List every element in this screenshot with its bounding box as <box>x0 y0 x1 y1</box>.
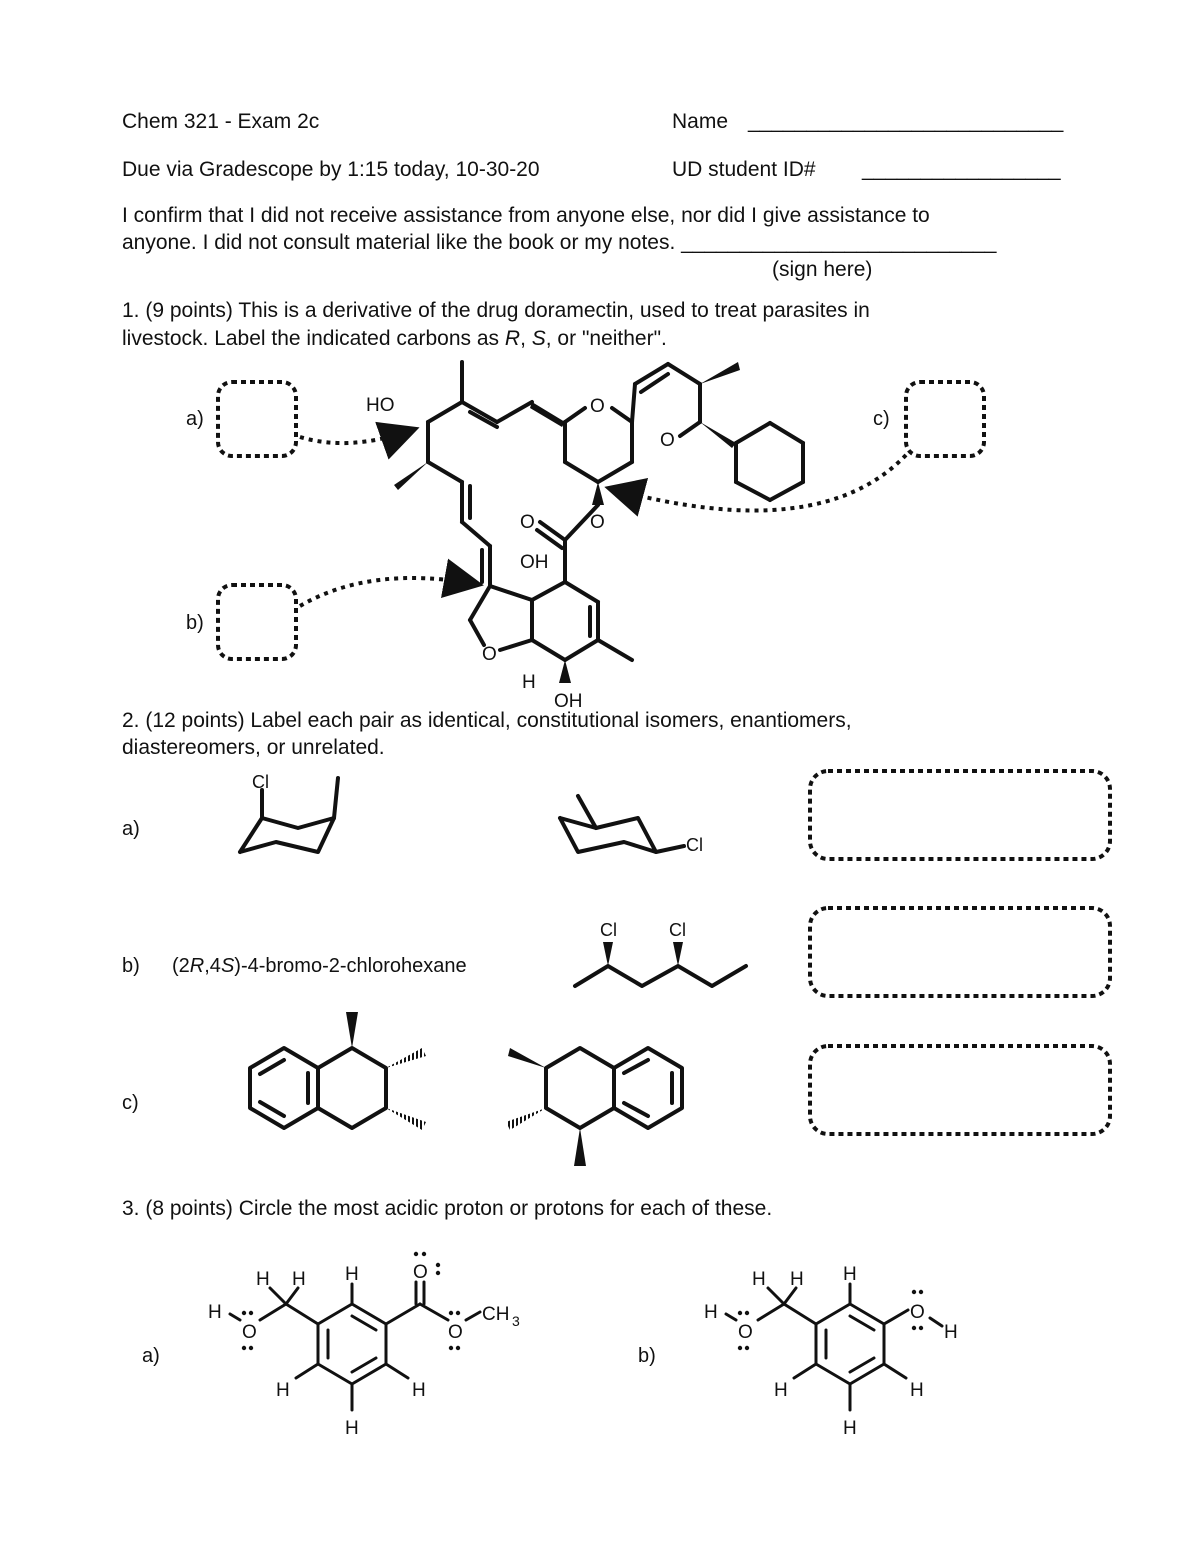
q3b-h1: H <box>752 1269 766 1290</box>
q1-wedge-oh <box>559 660 571 683</box>
q1-label-c: c) <box>873 408 890 430</box>
q3a-h5: H <box>412 1380 426 1401</box>
q3-label-a: a) <box>142 1345 160 1367</box>
q1-atom-oh-top: OH <box>520 552 549 573</box>
student-id-field[interactable]: _________________ <box>862 158 1061 181</box>
q3a-o-ester: O <box>448 1322 463 1343</box>
q1-arrow-c <box>612 455 906 510</box>
q1-atom-ho: HO <box>366 395 395 416</box>
q2b-cl-2: Cl <box>669 920 686 940</box>
q2b-r: R <box>189 955 205 977</box>
q1-comma: , <box>520 327 532 350</box>
q1-wedge-ring <box>530 402 565 427</box>
q2b-pre: (2 <box>172 955 190 977</box>
sign-here: (sign here) <box>772 258 873 281</box>
confirm-line-2[interactable]: anyone. I did not consult material like the book or my notes. ___________________________ <box>122 231 997 254</box>
q1-arrow-a <box>300 430 412 443</box>
q1-line2-end: , or "neither". <box>545 327 667 350</box>
q1-atom-o-ester: O <box>590 512 605 533</box>
q1-atom-oh-bottom: OH <box>554 691 583 712</box>
confirm-line-1: I confirm that I did not receive assistance from anyone else, nor did I give assistance to <box>122 204 930 227</box>
q1-label-b: b) <box>186 612 204 634</box>
q3b-o-hydroxyl: O <box>738 1322 753 1343</box>
q2-label-b: b) <box>122 955 140 977</box>
q3a-o-carbonyl: O <box>413 1262 428 1283</box>
q1-s: S <box>531 327 546 350</box>
q3b-h3: H <box>843 1264 857 1285</box>
q1-line-1: 1. (9 points) This is a derivative of the drug doramectin, used to treat parasites in <box>122 299 870 322</box>
q1-atom-o-carbonyl: O <box>520 512 535 533</box>
q3b-h-oh: H <box>704 1302 718 1323</box>
q1-wedge-methyl <box>700 362 740 384</box>
q3-line-1: 3. (8 points) Circle the most acidic proton or protons for each of these. <box>122 1197 773 1220</box>
q1-atom-o-ring: O <box>590 396 605 417</box>
q2a-cl-2: Cl <box>686 835 703 855</box>
q1-atom-o-furan: O <box>482 644 497 665</box>
q3a-h3: H <box>345 1264 359 1285</box>
q1-r: R <box>504 327 521 350</box>
q2b-skeleton <box>575 966 746 986</box>
q1-wedge-cyclohexyl <box>700 422 736 448</box>
q2a-chairs <box>240 778 684 852</box>
q1-arrow-b <box>300 578 476 606</box>
due-text: Due via Gradescope by 1:15 today, 10-30-20 <box>122 158 540 181</box>
q1-answer-box-c[interactable] <box>906 382 984 456</box>
q2c-right-wedge-1 <box>508 1048 546 1068</box>
q2c-left-wedge <box>346 1012 358 1048</box>
q3b-h2: H <box>790 1269 804 1290</box>
q2b-s: S <box>220 955 235 977</box>
q2c-left-hash-1 <box>386 1048 426 1068</box>
q1-wedge-ester-o <box>592 482 604 505</box>
student-id-label: UD student ID# <box>672 158 816 181</box>
q2b-post: )-4-bromo-2-chlorohexane <box>234 955 467 977</box>
q3a-h4: H <box>276 1380 290 1401</box>
q1-answer-box-a[interactable] <box>218 382 296 456</box>
q3b-lone-pairs <box>738 1290 923 1350</box>
q3-label-b: b) <box>638 1345 656 1367</box>
q1-hash-methyl <box>394 462 428 490</box>
q2b-wedge-2 <box>673 942 683 966</box>
q2c-right-wedge-2 <box>574 1128 586 1166</box>
q3b-h-phenol: H <box>944 1322 958 1343</box>
q3a-three: 3 <box>512 1313 520 1329</box>
q1-answer-box-b[interactable] <box>218 585 296 659</box>
course-title: Chem 321 - Exam 2c <box>122 110 320 133</box>
q1-atom-h: H <box>522 672 536 693</box>
q1-line2-text: livestock. Label the indicated carbons as <box>122 327 505 350</box>
q3b-h4: H <box>774 1380 788 1401</box>
q2-answer-box-a[interactable] <box>810 771 1110 859</box>
q3a-o-hydroxyl: O <box>242 1322 257 1343</box>
name-field[interactable]: ___________________________ <box>748 110 1064 133</box>
q2-line-2: diastereomers, or unrelated. <box>122 736 385 759</box>
q2-line-1: 2. (12 points) Label each pair as identical, constitutional isomers, enantiomers, <box>122 709 852 732</box>
q2a-cl-1: Cl <box>252 772 269 792</box>
q3a-molecule <box>230 1282 480 1410</box>
q3b-h5: H <box>910 1380 924 1401</box>
q2b-cl-1: Cl <box>600 920 617 940</box>
q2b-wedge-1 <box>603 942 613 966</box>
q3a-h2: H <box>292 1269 306 1290</box>
q1-label-a: a) <box>186 408 204 430</box>
q2-label-c: c) <box>122 1092 139 1114</box>
q3a-h6: H <box>345 1418 359 1439</box>
q2c-right-hash <box>506 1108 546 1130</box>
q2c-left <box>250 1048 386 1128</box>
q2-answer-box-b[interactable] <box>810 908 1110 996</box>
name-label: Name <box>672 110 729 133</box>
q3a-ch: CH <box>482 1304 510 1325</box>
q2c-right <box>546 1048 682 1128</box>
q2c-left-hash-2 <box>386 1108 426 1130</box>
q3a-h1: H <box>256 1269 270 1290</box>
q3a-atoms <box>208 1262 520 1439</box>
q3a-h-oh: H <box>208 1302 222 1323</box>
q1-atom-o-spiro: O <box>660 430 675 451</box>
q2-answer-box-c[interactable] <box>810 1046 1110 1134</box>
q3b-h6: H <box>843 1418 857 1439</box>
q3b-o-phenol: O <box>910 1302 925 1323</box>
q2b-mid: ,4 <box>204 955 221 977</box>
q2-label-a: a) <box>122 818 140 840</box>
